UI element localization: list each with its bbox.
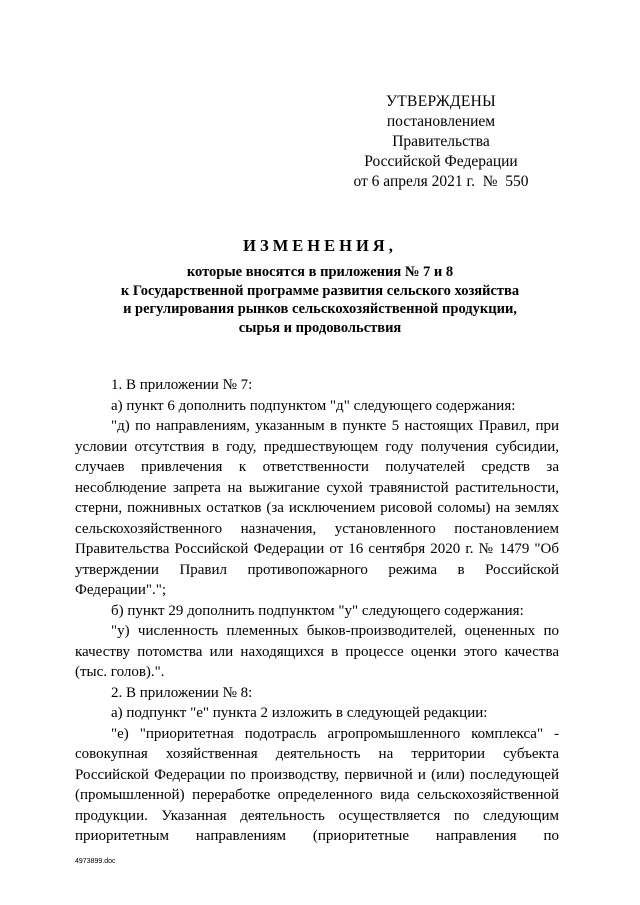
approval-line: постановлением Правительства [386,113,496,150]
document-body [75,375,559,847]
approval-date-number: от 6 апреля 2021 г. № 550 [353,173,529,190]
approval-block [346,92,536,192]
title-main: ИЗМЕНЕНИЯ, [243,236,397,255]
title-subline: которые вносятся в приложения № 7 и 8 [186,264,454,280]
paragraph: а) пункт 6 дополнить подпунктом "д" следующего содержания: [111,397,516,414]
title-subline: к Государственной программе развития сельского хозяйства [120,282,520,299]
paragraph: 2. В приложении № 8: [111,684,253,701]
approval-heading: УТВЕРЖДЕНЫ [386,93,496,110]
paragraph: "у) численность племенных быков-производителей, оцененных по качеству потомства или находящихся в процессе оценки этого качества (тыс. голов).". [75,623,559,680]
approval-line: Российской Федерации [364,153,518,170]
paragraph: "д) по направлениям, указанным в пункте 5 настоящих Правил, при условии отсутствия в году, предшествующем году получения субсидии, случаев привлечения к ответственности получателей средств за несоблюдение запрета на выжигание сухой травянистой растительности, стерни, пожнивных остатков (за исключением рисовой соломы) на землях сельскохозяйственного назначения, установленного постановлением Правительства Российской Федерации от 16 сентября 2020 г. № 1479 "Об утверждении Правил противопожарного режима в Российской Федерации"."; [75,418,559,598]
paragraph: а) подпункт "е" пункта 2 изложить в следующей редакции: [111,705,488,721]
paragraph: 1. В приложении № 7: [111,377,253,393]
title-subline: сырья и продовольствия [238,319,402,336]
title-subline: и регулирования рынков сельскохозяйственной продукции, [123,301,517,317]
paragraph: б) пункт 29 дополнить подпунктом "у" следующего содержания: [111,602,524,619]
file-name-footer: 4973899.doc [75,858,116,865]
document-title [60,236,580,337]
paragraph: "е) "приоритетная подотрасль агропромышленного комплекса" - совокупная хозяйственная деятельность на территории субъекта Российской Федерации по производству, первичной и (или) последующей (промышленной) переработке определенного вида сельскохозяйственной продукции. Указанная деятельность осуществляется по следующим приоритетным направлениям (приоритетные направления по [75,725,559,844]
